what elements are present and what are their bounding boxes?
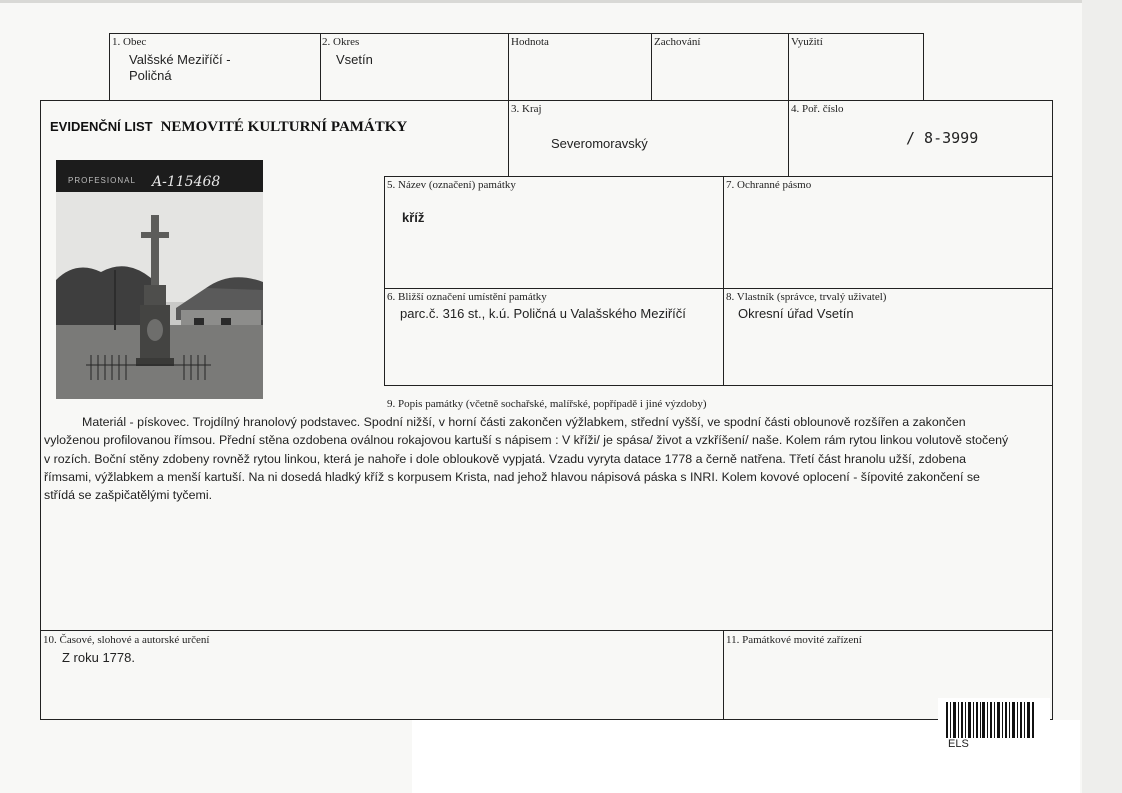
barcode-text: ELS xyxy=(948,738,969,750)
divider xyxy=(788,33,789,101)
obec-value-line1: Valšské Meziříčí - xyxy=(129,52,231,67)
sheet-edge-top xyxy=(0,0,1122,3)
por-cislo-label: 4. Poř. číslo xyxy=(791,103,844,115)
popis-text: Materiál - pískovec. Trojdílný hranolový podstavec. Spodní nižší, v horní části zakončen výžlabkem, střední vyšší, ve spodní části oblounově rozšířen a zakončen vyloženou profilovanou římsou. Přední stěna ozdobena oválnou rokajovou kartuší s nápisem : V kříži/ je spása/ život a vzkříšení/ naše. Kolem rám rytou linkou volutově stočený v rozích. Boční stěny zdobeny rovněž rytou linkou, která je nahoře i dole obloukově vypjatá. Vzadu vyryta datace 1778 a černě natřena. Třetí část hranolu užší, zdobena římsami, výžlabkem a menší kartuší. Na ni dosedá hladký kříž s korpusem Krista, nad jehož hlavou nápisová páska s INRI. Kolem kovové oplocení - šípovité zakončení se střídá se zašpičatělými tyčemi. xyxy=(44,415,1009,503)
divider xyxy=(788,100,789,177)
divider xyxy=(320,33,321,101)
divider xyxy=(651,33,652,101)
zachovani-label: Zachování xyxy=(654,36,701,48)
vlastnik-label: 8. Vlastník (správce, trvalý uživatel) xyxy=(726,291,887,303)
cross-photo-image xyxy=(56,160,263,399)
nazev-value: kříž xyxy=(402,210,425,225)
okres-label: 2. Okres xyxy=(322,36,360,48)
movite-zarizeni-label: 11. Památkové movité zařízení xyxy=(726,634,862,646)
form-title-part2: NEMOVITÉ KULTURNÍ PAMÁTKY xyxy=(160,119,408,135)
photo-handwritten-code: A-115468 xyxy=(152,174,221,190)
kraj-label: 3. Kraj xyxy=(511,103,542,115)
divider xyxy=(508,33,509,101)
ochranne-pasmo-label: 7. Ochranné pásmo xyxy=(726,179,812,191)
vlastnik-value: Okresní úřad Vsetín xyxy=(738,306,854,321)
barcode-icon xyxy=(946,702,1036,738)
obec-label: 1. Obec xyxy=(112,36,147,48)
casove-urceni-label: 10. Časové, slohové a autorské určení xyxy=(43,634,210,646)
nazev-label: 5. Název (označení) památky xyxy=(387,179,516,191)
por-cislo-value: / 8-3999 xyxy=(906,129,979,147)
form-title-part1: EVIDENČNÍ LIST xyxy=(50,119,153,134)
divider xyxy=(723,176,724,386)
sheet-edge-right xyxy=(1082,0,1122,793)
kraj-value: Severomoravský xyxy=(551,136,648,151)
vyuziti-label: Využití xyxy=(791,36,823,48)
divider xyxy=(508,100,509,177)
divider xyxy=(384,176,1053,177)
obec-value-line2: Poličná xyxy=(129,68,172,83)
divider xyxy=(384,288,1053,289)
casove-urceni-value: Z roku 1778. xyxy=(62,650,135,665)
divider xyxy=(384,176,385,386)
okres-value: Vsetín xyxy=(336,52,373,67)
umisteni-value: parc.č. 316 st., k.ú. Poličná u Valašského Meziříčí xyxy=(400,306,686,321)
hodnota-label: Hodnota xyxy=(511,36,549,48)
photo-stamp: PROFESIONAL xyxy=(68,176,136,185)
divider xyxy=(384,385,1053,386)
umisteni-label: 6. Bližší označení umístění památky xyxy=(387,291,547,303)
divider xyxy=(723,630,724,720)
monument-photo xyxy=(56,160,263,399)
divider xyxy=(40,630,1053,631)
popis-label: 9. Popis památky (včetně sochařské, malířské, popřípadě i jiné výzdoby) xyxy=(387,398,707,410)
form-title xyxy=(50,119,407,136)
